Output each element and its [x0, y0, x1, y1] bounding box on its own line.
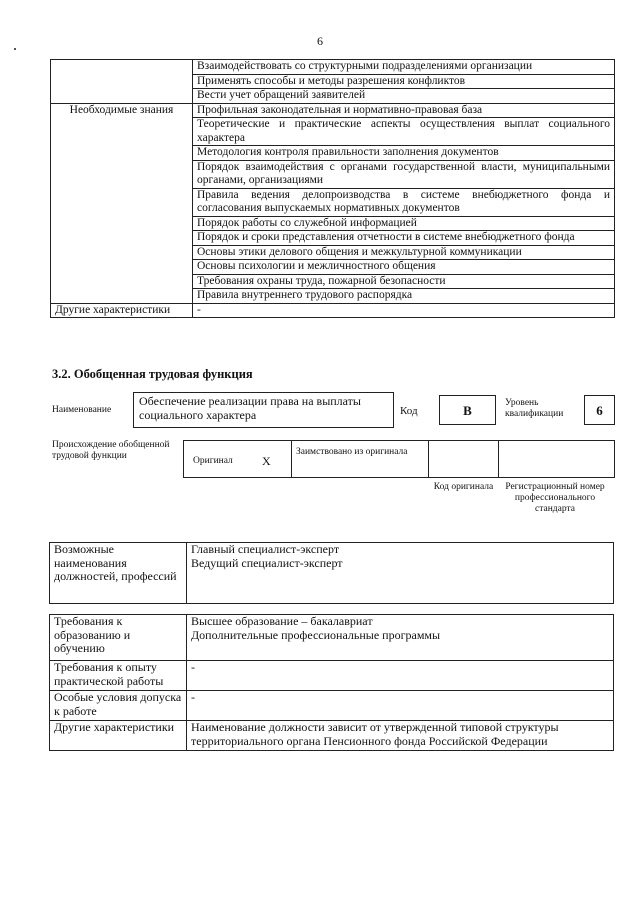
reg-number-caption: Регистрационный номер профессионального стандарта — [505, 482, 605, 514]
row-label-knowledge: Необходимые знания — [51, 103, 193, 303]
reg-number-box — [498, 440, 615, 478]
level-value: 6 — [596, 403, 603, 418]
table-row — [50, 661, 614, 691]
code-original-caption: Код оригинала — [433, 482, 494, 492]
code-label: Код — [400, 405, 418, 417]
table-row — [50, 615, 614, 661]
position-item: Главный специалист-эксперт — [191, 542, 340, 556]
row-label: Другие характеристики — [50, 721, 187, 751]
table-row — [51, 60, 615, 75]
table-cell: - — [187, 661, 614, 691]
skills-knowledge-table — [50, 59, 615, 318]
name-value-box — [133, 392, 394, 428]
table-cell: Применять способы и методы разрешения конфликтов — [193, 74, 615, 89]
code-value: B — [463, 403, 472, 418]
requirement-item: Дополнительные профессиональные программы — [191, 627, 441, 642]
table-cell: - — [193, 303, 615, 318]
row-label-other: Другие характеристики — [51, 303, 193, 318]
section-heading: 3.2. Обобщенная трудовая функция — [52, 367, 253, 381]
table-row — [50, 721, 614, 751]
table-cell: Правила ведения делопроизводства в системе внебюджетного фонда и согласования выпускаемых нормативных документов — [193, 188, 615, 216]
table-cell: Взаимодействовать со структурными подразделениями организации — [193, 60, 615, 75]
table-cell: - — [187, 691, 614, 721]
table-row — [50, 543, 614, 604]
table-cell: Вести учет обращений заявителей — [193, 89, 615, 104]
row-label: Особые условия допуска к работе — [50, 691, 187, 721]
table-cell — [187, 615, 614, 661]
borrowed-label: Заимствовано из оригинала — [296, 447, 408, 457]
table-cell: Правила внутреннего трудового распорядка — [193, 289, 615, 304]
requirement-item: Высшее образование – бакалавриат — [191, 614, 373, 628]
table-row — [51, 303, 615, 318]
original-label: Оригинал — [193, 456, 233, 466]
original-box — [183, 440, 292, 478]
level-value-box — [584, 395, 615, 425]
name-value: Обеспечение реализации права на выплаты социального характера — [139, 394, 361, 422]
borrowed-box — [291, 440, 429, 478]
page-number: 6 — [317, 34, 323, 48]
level-label: Уровень квалификации — [505, 398, 564, 419]
original-mark: Х — [262, 454, 271, 468]
row-label — [51, 60, 193, 104]
table-cell: Основы психологии и межличностного общения — [193, 260, 615, 275]
name-label: Наименование — [52, 405, 112, 415]
row-label: Возможные наименования должностей, профессий — [50, 543, 187, 604]
table-cell: Наименование должности зависит от утвержденной типовой структуры территориального органа Пенсионного фонда Российской Федерации — [187, 721, 614, 751]
row-label: Требования к опыту практической работы — [50, 661, 187, 691]
table-cell: Требования охраны труда, пожарной безопасности — [193, 274, 615, 289]
code-value-box — [439, 395, 496, 425]
table-cell: Порядок работы со служебной информацией — [193, 216, 615, 231]
table-row — [50, 691, 614, 721]
requirements-table — [49, 614, 614, 751]
scan-dot — [14, 48, 16, 50]
table-cell: Профильная законодательная и нормативно-правовая база — [193, 103, 615, 118]
row-label: Требования к образованию и обучению — [50, 615, 187, 661]
table-cell — [187, 543, 614, 604]
table-cell: Теоретические и практические аспекты осуществления выплат социального характера — [193, 118, 615, 146]
position-item: Ведущий специалист-эксперт — [191, 555, 343, 570]
table-cell: Порядок и сроки представления отчетности в системе внебюджетного фонда — [193, 231, 615, 246]
table-row — [51, 103, 615, 118]
positions-table — [49, 542, 614, 604]
table-cell: Методология контроля правильности заполнения документов — [193, 146, 615, 161]
table-cell: Основы этики делового общения и межкультурной коммуникации — [193, 245, 615, 260]
table-cell: Порядок взаимодействия с органами государственной власти, муниципальными органами, организациями — [193, 160, 615, 188]
origin-label: Происхождение обобщенной трудовой функции — [52, 440, 170, 461]
code-original-box — [428, 440, 499, 478]
